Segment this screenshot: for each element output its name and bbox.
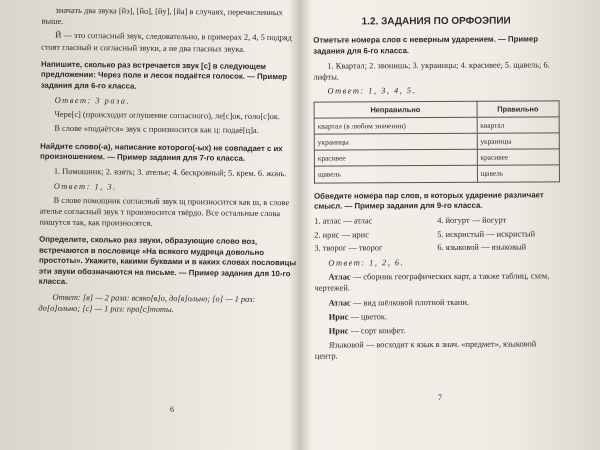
table-row — [314, 149, 559, 166]
table-cell: квартал — [477, 117, 560, 134]
task-heading: Обведите номера пар слов, в которых ударение различает смысл. — Пример задания для 9-го класса. — [314, 190, 544, 211]
table-row — [314, 133, 559, 150]
definition-text: — сорт конфет. — [348, 326, 406, 336]
table-cell: квартал (в любом значении) — [314, 117, 477, 134]
table-header: Неправильно — [314, 101, 477, 118]
page-number: 7 — [438, 393, 442, 402]
left-page — [38, 5, 299, 320]
answer-label: Ответ: 1, 2, 6. — [328, 258, 405, 268]
table-cell: красивее — [477, 149, 560, 166]
word-pair: 1. атлас — атлас — [314, 216, 373, 227]
definition — [314, 271, 560, 295]
definition-term: Атлас — [328, 272, 351, 282]
answer-label: Ответ: 1, 3. — [53, 181, 117, 192]
word-pair: 5. искристый — искристый — [437, 229, 536, 239]
right-page — [313, 5, 561, 365]
definition-text: — цветок. — [348, 312, 388, 322]
definition-term: Атлас — [328, 298, 351, 308]
answer-text: Чере[с] (происходит оглушение согласного), ле[с]ок, голо[с]ок. — [54, 110, 281, 122]
definition — [315, 324, 561, 336]
task-heading: Отметьте номера слов с неверным ударением. — Пример задания для 6-го класса. — [313, 34, 539, 56]
word-pair: 4. йогурт — йогурт — [437, 216, 507, 226]
intro-line: Й — это согласный звук, следовательно, в примерах 2, 4, 5 подряд стоят гласный и согласный звуки, а не два гласных звука. — [41, 31, 292, 54]
table-cell: щавель — [314, 166, 477, 183]
word-list: 1. Помошник; 2. взять; 3. ателье; 4. бескровный; 5. крем. 6. жонь. — [53, 167, 287, 179]
definition-text: Языковой — восходит к язык в знач. «предмет», языковой центр. — [314, 339, 537, 362]
table-row — [314, 165, 559, 182]
answer-text: Ответ: [в] — 2 раза: всяко[в]о, до[в]ольно; [о] — 1 раз: до[о]ольно; [с] — 1 раз: пра[с]тоты. — [38, 292, 256, 314]
stress-table — [314, 100, 560, 183]
word-pair: 3. творог — творог — [314, 243, 383, 253]
table-header: Правильно — [477, 100, 560, 117]
word-pair: 6. языковой — языковый — [437, 242, 527, 252]
section-title: 1.2. ЗАДАНИЯ ПО ОРФОЭПИИ — [361, 15, 511, 28]
definition-text: — вид шёлковой плотной ткани. — [350, 297, 469, 308]
answer-label: Ответ: 3 раза. — [54, 95, 131, 106]
definition — [315, 339, 561, 363]
definition — [315, 296, 561, 308]
definition-term: Ирис — [328, 326, 349, 336]
table-row — [314, 117, 559, 134]
table-cell: украинцы — [314, 133, 477, 150]
task-heading: Определите, сколько раз звуки, образующие слово воз, встречаются в пословице «На всякого мудреца довольно простоты». Укажите, какими буквами и в каких словах пословицы эти звуки обозначаются на письме. — Пример задания для 10-го класса. — [38, 235, 297, 287]
answer-text: В слове «подаётся» звук с произносится как ц: подаё[ц]а. — [54, 124, 259, 136]
definition — [315, 310, 561, 322]
table-cell: красивее — [314, 150, 477, 167]
word-pairs — [314, 215, 560, 254]
task-heading: Найдите слово(-а), написание которого(-ых) не совпадает с их произношением. — Пример задания для 7-го класса. — [40, 141, 283, 163]
definition-term: Ирис — [328, 312, 349, 322]
definition-text: — сборник географических карт, а также таблиц, схем, чертежей. — [314, 271, 550, 294]
intro-line: значать два звука [йэ], [йо], [йу], [йа] в случаях, перечисленных выше. — [41, 5, 283, 27]
word-pair: 2. ирис — ирис — [314, 230, 369, 240]
task-heading: Напишите, сколько раз встречается звук [с] в следующем предложении: Через поле и лесок подаётся голосок. — Пример задания для 6-го класса. — [40, 59, 288, 91]
answer-text: В слове помощник согласный звук щ произносится как ш, в слове ателье согласный звук т произносится твёрдо. Все остальные слова пишутся так, как произносятся. — [39, 195, 290, 229]
page-number: 6 — [170, 405, 174, 414]
table-cell: украинцы — [477, 133, 560, 150]
answer-label: Ответ: 1, 3, 4, 5. — [327, 86, 417, 96]
word-list: 1. Квартал; 2. звонишь; 3. украинцы; 4. красивее; 5. щавель; 6. лифты. — [313, 60, 550, 82]
table-cell: щавель — [477, 165, 560, 182]
